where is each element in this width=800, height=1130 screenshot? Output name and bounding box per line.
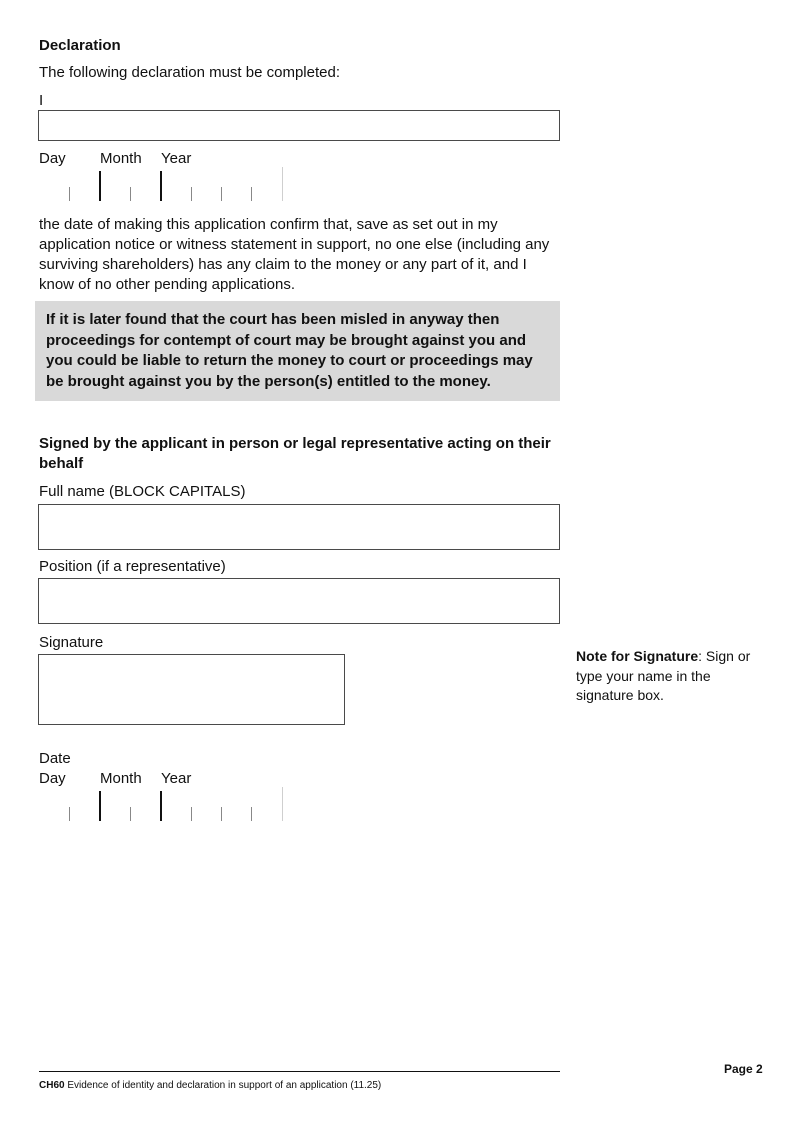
signed-date-label: Date [39,750,71,767]
date-digit-divider [191,187,192,201]
declaration-date-day-label: Day [39,150,66,167]
declaration-heading: Declaration [39,37,121,54]
date-digit-divider [130,807,131,821]
declaration-date-input[interactable] [39,167,299,201]
date-digit-divider [191,807,192,821]
footer-divider [39,1071,560,1072]
signature-label: Signature [39,634,104,651]
full-name-label: Full name (BLOCK CAPITALS) [39,483,246,500]
date-digit-divider [251,187,252,201]
declaration-intro: The following declaration must be completed: [39,64,340,81]
date-digit-divider [221,807,222,821]
form-title: Evidence of identity and declaration in support of an application (11.25) [64,1080,382,1091]
date-field-separator [99,791,101,821]
declarant-name-input[interactable] [38,110,560,141]
position-input[interactable] [38,578,560,624]
date-grid-end [282,167,283,201]
signature-input[interactable] [38,654,345,725]
date-field-separator [160,791,162,821]
signed-date-input[interactable] [39,787,299,821]
date-digit-divider [251,807,252,821]
footer-text [39,1079,381,1092]
position-label: Position (if a representative) [39,558,226,575]
signed-date-day-label: Day [39,770,66,787]
signature-note-title: Note for Signature [576,648,699,664]
signature-note [576,647,766,706]
date-digit-divider [221,187,222,201]
signed-date-year-label: Year [161,770,192,787]
declaration-statement: the date of making this application confirm that, save as set out in my application notice or witness statement in support, no one else (including any surviving shareholders) has any claim to the money or any part of it, and I know of no other pending applications. [39,216,550,293]
date-digit-divider [69,807,70,821]
date-digit-divider [130,187,131,201]
signed-heading: Signed by the applicant in person or legal representative acting on their behalf [39,435,551,472]
declaration-date-month-label: Month [100,150,142,167]
declarant-name-label: I [39,92,44,109]
date-field-separator [160,171,162,201]
form-code: CH60 [39,1080,65,1091]
date-grid-end [282,787,283,821]
signed-date-month-label: Month [100,770,142,787]
contempt-warning: If it is later found that the court has been misled in anyway then proceedings for contempt of court may be brought against you and you could be liable to return the money to court or proceedings may be brought against you by the person(s) entitled to the money. [35,301,560,401]
date-field-separator [99,171,101,201]
page-number: Page 2 [724,1062,763,1076]
full-name-input[interactable] [38,504,560,550]
date-digit-divider [69,187,70,201]
declaration-date-year-label: Year [161,150,192,167]
signature-note-text: : Sign or type your name in the signature box. [576,648,751,703]
